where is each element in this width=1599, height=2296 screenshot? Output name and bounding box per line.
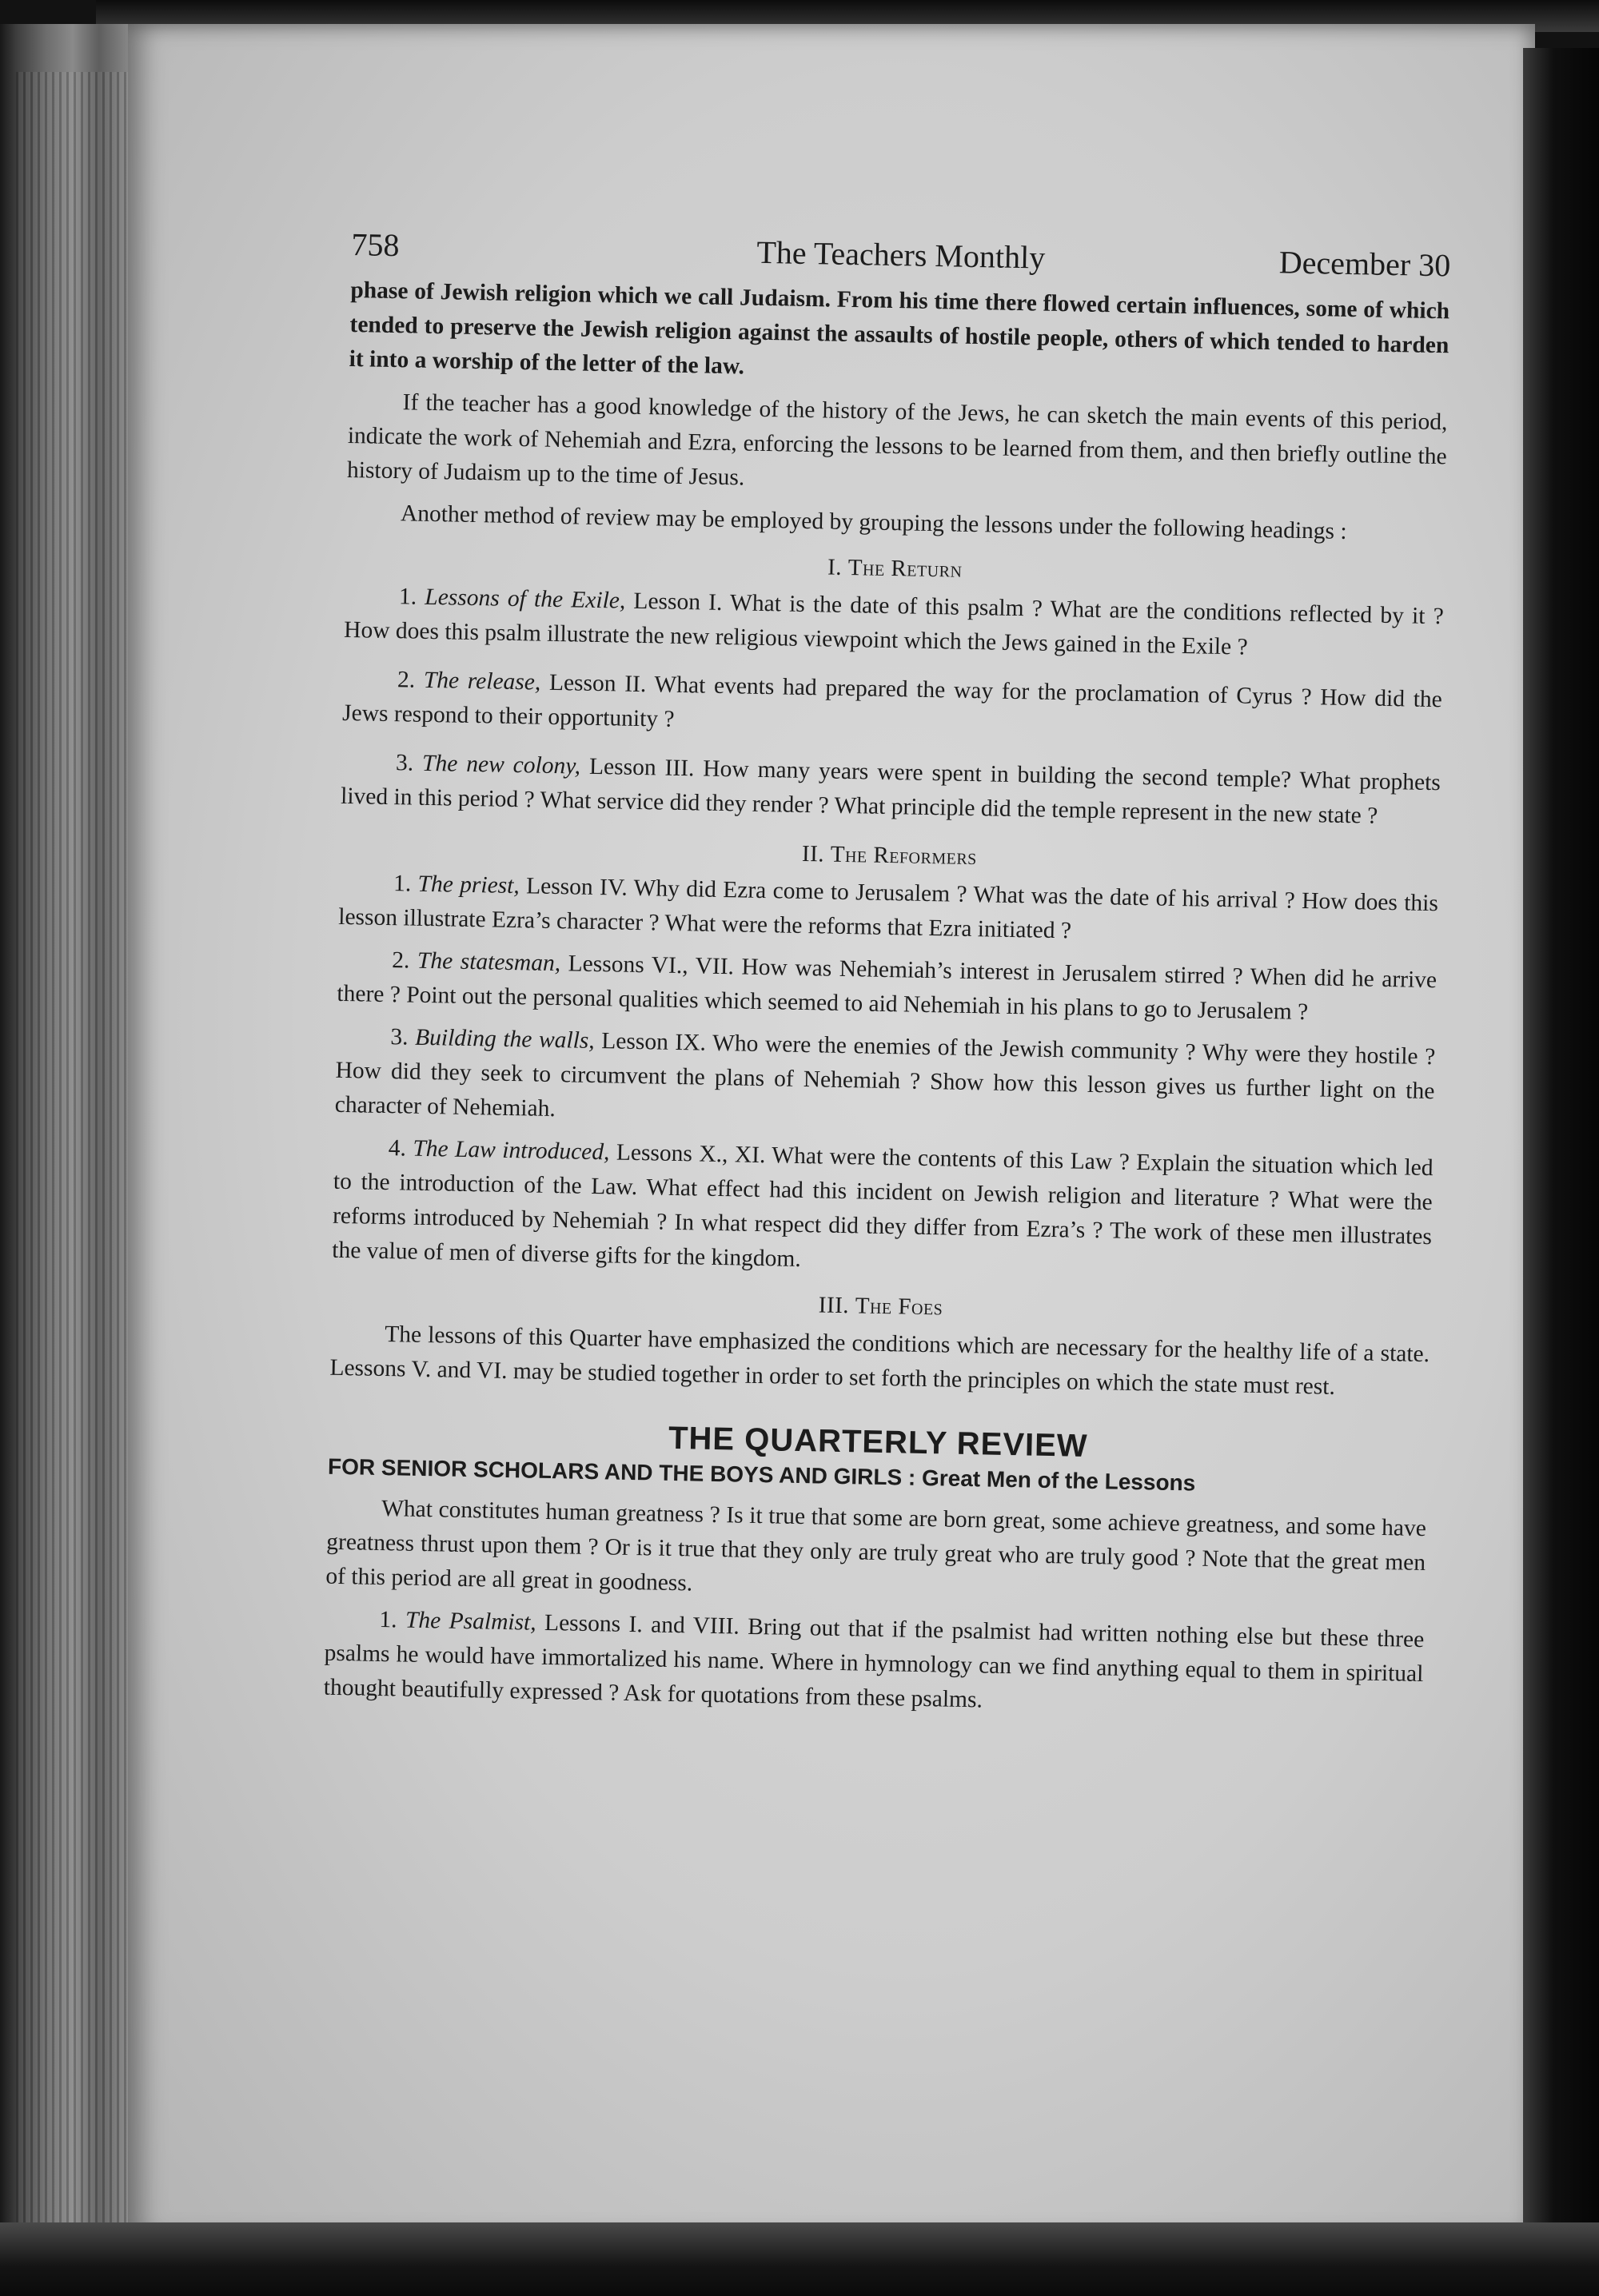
teacher-paragraph: If the teacher has a good knowledge of the history of the Jews, he can sketch the main events of this period, indicate the work of Nehemiah and Ezra, enforcing the lessons to be learned from them, and then briefly outline the history of Judaism up to the time of Jesus. [346,389,1448,491]
item-number: 1. [393,871,412,897]
item-text: Lesson III. How many years were spent in building the second temple? What prophets lived in this period ? What service did they render ? What principle did the temple represent in the new state ? [340,753,1441,829]
item-text: Lesson II. What events had prepared the way for the proclamation of Cyrus ? How did the Jews respond to their opportunity ? [341,669,1443,732]
item-text: Lesson IX. Who were the enemies of the Jewish community ? Why were they hostile ? How did they seek to circumvent the plans of Nehemiah ? Show how this lesson gives us further light on the character of Nehemiah. [334,1028,1436,1122]
journal-title: The Teachers Monthly [756,233,1046,276]
section-title: The Return [847,555,963,583]
item-number: 3. [390,1024,409,1050]
item-number: 3. [395,750,414,776]
item-title: Building the walls, [414,1024,596,1054]
page-content [323,222,1451,1734]
item-title: The Law introduced, [413,1135,610,1166]
review-method-paragraph: Another method of review may be employed by grouping the lessons under the following headings : [400,500,1347,544]
item-number: 1. [379,1606,397,1633]
item-text: Lesson I. What is the date of this psalm ? What are the conditions reflected by it ? How does this psalm illustrate the new religious viewpoint which the Jews gained in the Exile ? [343,588,1445,660]
bottom-scan-edge [0,2222,1599,2296]
lesson-item [334,1019,1435,1143]
section-numeral: III. [818,1292,850,1319]
item-number: 2. [391,947,410,974]
page-number: 758 [351,225,400,264]
lesson-item [341,745,1441,835]
right-scan-edge [1523,48,1599,2246]
section-numeral: II. [801,840,825,867]
book-binding-edge [0,24,132,2246]
item-text: Lesson IV. Why did Ezra come to Jerusalem ? What was the date of his arrival ? How does this lesson illustrate Ezra’s character ? What were the reforms that Ezra initiated ? [338,873,1439,944]
lesson-item [332,1130,1434,1289]
item-number: 2. [397,667,416,693]
lesson-item [323,1602,1424,1726]
item-text: Lessons VI., VII. How was Nehemiah’s interest in Jerusalem stirred ? When did he arrive there ? Point out the personal qualities which seemed to aid Nehemiah in his plans to go to Jerusalem ? [337,951,1438,1026]
continuation-paragraph: phase of Jewish religion which we call Judaism. From his time there flowed certain influences, some of which tended to preserve the Jewish religion against the assaults of hostile people, others of which tended to harden it into a worship of the letter of the law. [349,277,1450,380]
item-number: 4. [388,1135,407,1162]
page-stack-edge [16,72,128,2230]
lesson-item [342,662,1442,751]
item-number: 1. [398,584,417,610]
quarterly-review-title: THE QUARTERLY REVIEW [668,1420,1088,1464]
section-numeral: I. [827,554,843,580]
greatness-paragraph: What constitutes human greatness ? Is it true that some are born great, some achieve greatness, and some have greatness thrust upon them ? Or is it true that they only are truly great who are truly good ? Note that the great men of this period are all great in goodness. [325,1496,1427,1596]
item-title: The statesman, [417,947,561,977]
quarterly-review-subtitle: FOR SENIOR SCHOLARS AND THE BOYS AND GIRLS : Great Men of the Lessons [327,1453,1196,1496]
item-text: Lessons I. and VIII. Bring out that if the psalmist had written nothing else but these three psalms he would have immortalized his name. Where in hymnology can we find anything equal to them in spiritual thought beautifully expressed ? Ask for quotations from these psalms. [323,1609,1425,1713]
item-title: The Psalmist, [405,1607,536,1636]
item-title: The priest, [417,871,520,899]
section-title: The Foes [855,1293,943,1321]
item-title: The release, [423,667,541,696]
section-title: The Reformers [830,841,978,871]
item-title: The new colony, [421,750,581,779]
item-text: Lessons X., XI. What were the contents of this Law ? Explain the situation which led to the introduction of the Law. What effect had this incident on Jewish religion and literature ? What were the reforms introduced by Nehemiah ? In what respect did they differ from Ezra’s ? The work of these men illustrates the value of men of diverse gifts for the kingdom. [332,1139,1434,1273]
lesson-item [337,943,1437,1032]
item-title: Lessons of the Exile, [425,584,626,614]
issue-date: December 30 [1278,244,1451,284]
foes-paragraph: The lessons of this Quarter have emphasized the conditions which are necessary for the healthy life of a state. Lessons V. and VI. may be studied together in order to set forth the principles on which the state must rest. [329,1321,1430,1400]
